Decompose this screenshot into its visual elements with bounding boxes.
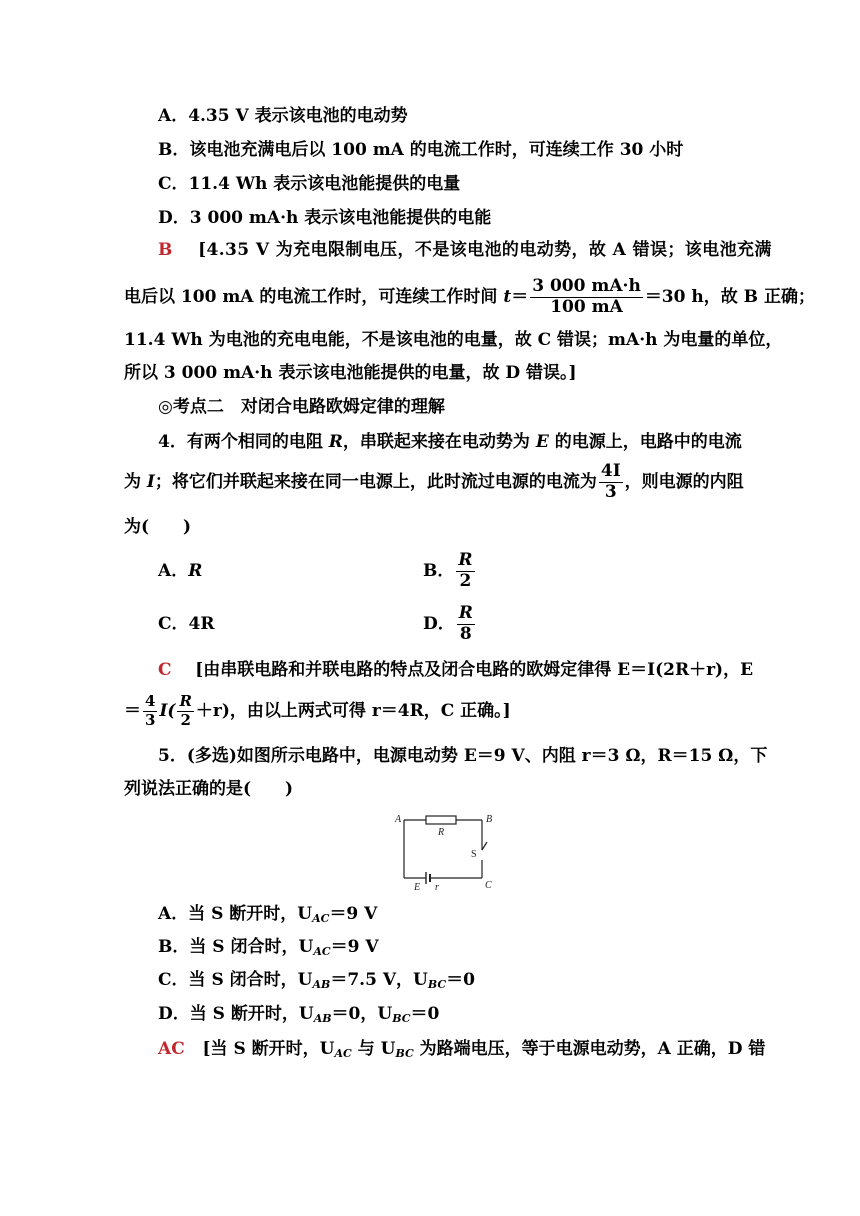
q4-exp-fraction2: [177, 694, 193, 729]
node-label-b: B: [486, 814, 493, 825]
internal-resistance-label: r: [435, 882, 439, 892]
option-fraction: [457, 605, 475, 644]
exp-text: 与 U: [351, 1039, 396, 1059]
subscript: BC: [392, 1012, 411, 1025]
frac-den: 2: [459, 571, 472, 591]
frac-den: 3: [145, 711, 156, 729]
q4-explanation-line1: [158, 659, 753, 681]
resistor-label: R: [438, 827, 445, 838]
q4-explanation-line2: [124, 690, 511, 732]
q5-option-b: [158, 936, 379, 958]
frac-den: 2: [180, 711, 191, 729]
q5-stem-line2: 列说法正确的是( ): [124, 779, 294, 799]
q3-exp-text2a: 电后以 100 mA 的电流工作时，可连续工作时间: [124, 287, 504, 307]
frac-num: R: [458, 603, 473, 624]
q5-stem-line1: 5．(多选)如图所示电路中，电源电动势 E＝9 V、内阻 r＝3 Ω，R＝15 Ω，下: [158, 746, 768, 766]
q3-frac-num: 3 000 mA·h: [532, 276, 641, 297]
q3-exp-fraction: [530, 278, 643, 317]
q4-text: 为: [124, 472, 147, 492]
q4-exp-eq: ＝: [124, 701, 141, 721]
q3-exp-text2b: ＝30 h，故 B 正确；: [644, 287, 815, 307]
q3-exp-text1: [4.35 V 为充电限制电压，不是该电池的电动势，故 A 错误；该电池充满: [198, 240, 772, 260]
subscript: AC: [334, 1047, 352, 1060]
q3-explanation-line1: [158, 239, 772, 261]
q5-explanation-line1: [158, 1038, 765, 1060]
option-text: ＝7.5 V，U: [330, 970, 428, 990]
q3-exp-var-t: t: [503, 287, 512, 307]
option-text: ＝9 V: [330, 937, 379, 957]
subscript: BC: [395, 1047, 414, 1060]
q4-text: ，则电源的内阻: [624, 472, 744, 492]
q4-text: 的电源上，电路中的电流: [548, 432, 742, 452]
q4-text: 4．有两个相同的电阻: [158, 432, 329, 452]
q4-answer: C: [158, 660, 172, 680]
q3-explanation-line2: [124, 276, 815, 318]
q4-frac-den: 3: [604, 482, 617, 502]
switch-label: S: [471, 849, 477, 860]
subscript: AB: [313, 1012, 332, 1025]
q4-frac-num: 4I: [600, 461, 621, 482]
q4-exp-I: I(: [159, 701, 176, 721]
option-text: ＝0: [410, 1004, 440, 1024]
switch-s: [482, 842, 487, 850]
emf-label: E: [414, 882, 421, 892]
q5-option-c: [158, 969, 475, 991]
node-label-c: C: [485, 880, 492, 891]
q4-exp-rest: ＋r)，由以上两式可得 r＝4R，C 正确。]: [195, 701, 511, 721]
frac-den: 8: [459, 624, 472, 644]
q3-option-b: B．该电池充满电后以 100 mA 的电流工作时，可连续工作 30 小时: [158, 140, 684, 160]
q3-frac-den: 100 mA: [550, 297, 623, 317]
option-label: A．: [158, 561, 189, 581]
option-text: D．当 S 断开时，U: [158, 1004, 314, 1024]
option-text: ＝0，U: [331, 1004, 393, 1024]
q4-option-c: [158, 613, 215, 635]
resistor-r: [426, 816, 456, 824]
q3-explanation-line4: 所以 3 000 mA·h 表示该电池能提供的电量，故 D 错误。]: [124, 363, 577, 383]
q4-text: ；将它们并联起来接在同一电源上，此时流过电源的电流为: [154, 472, 597, 492]
q3-explanation-line3: 11.4 Wh 为电池的充电电能，不是该电池的电量，故 C 错误；mA·h 为电量的单位，: [124, 330, 783, 350]
q4-exp-text1: [由串联电路和并联电路的特点及闭合电路的欧姆定律得 E＝I(2R＋r)，E: [195, 660, 754, 680]
q3-option-c: C．11.4 Wh 表示该电池能提供的电量: [158, 174, 461, 194]
option-text: B．当 S 闭合时，U: [158, 937, 314, 957]
q4-fraction: [599, 463, 623, 502]
q3-exp-eq: ＝: [511, 287, 529, 307]
circuit-diagram: [394, 812, 504, 892]
option-label: C．: [158, 614, 189, 634]
subscript: AC: [312, 912, 330, 925]
exp-text: 为路端电压，等于电源电动势，A 正确，D 错: [413, 1039, 766, 1059]
q4-stem-line1: [158, 431, 742, 453]
q5-option-d: [158, 1003, 439, 1025]
option-text: ＝0: [446, 970, 475, 990]
frac-num: 4: [145, 692, 156, 711]
q5-answer: AC: [158, 1039, 185, 1059]
q4-option-a: [158, 560, 202, 582]
frac-num: R: [458, 550, 473, 571]
q4-option-b: [423, 550, 477, 592]
node-label-a: A: [395, 814, 402, 825]
subscript: BC: [427, 978, 447, 991]
q4-option-d: [423, 603, 477, 645]
subscript: AB: [312, 978, 331, 991]
q4-stem-line2: [124, 461, 744, 503]
q4-var: R: [328, 432, 343, 452]
q4-var: I: [146, 472, 155, 492]
q3-option-a: A．4.35 V 表示该电池的电动势: [158, 106, 408, 126]
q4-stem-line3: 为( ): [124, 517, 192, 537]
option-text: ＝9 V: [329, 904, 378, 924]
option-label: B．: [423, 561, 455, 581]
q4-text: ，串联起来接在电动势为: [342, 432, 536, 452]
q3-answer: B: [158, 240, 173, 260]
exp-text: [当 S 断开时，U: [202, 1039, 335, 1059]
option-text: C．当 S 闭合时，U: [158, 970, 313, 990]
section-heading: ◎考点二 对闭合电路欧姆定律的理解: [158, 397, 445, 417]
q4-exp-fraction: [143, 694, 157, 729]
option-value: R: [188, 561, 203, 581]
option-label: D．: [423, 614, 455, 634]
q3-option-d: D．3 000 mA·h 表示该电池能提供的电能: [158, 208, 492, 228]
option-fraction: [456, 552, 474, 591]
option-text: A．当 S 断开时，U: [158, 904, 313, 924]
frac-num: R: [179, 692, 192, 711]
q5-option-a: [158, 903, 377, 925]
q4-var: E: [535, 432, 549, 452]
option-value: 4R: [188, 614, 215, 634]
subscript: AC: [313, 945, 331, 958]
